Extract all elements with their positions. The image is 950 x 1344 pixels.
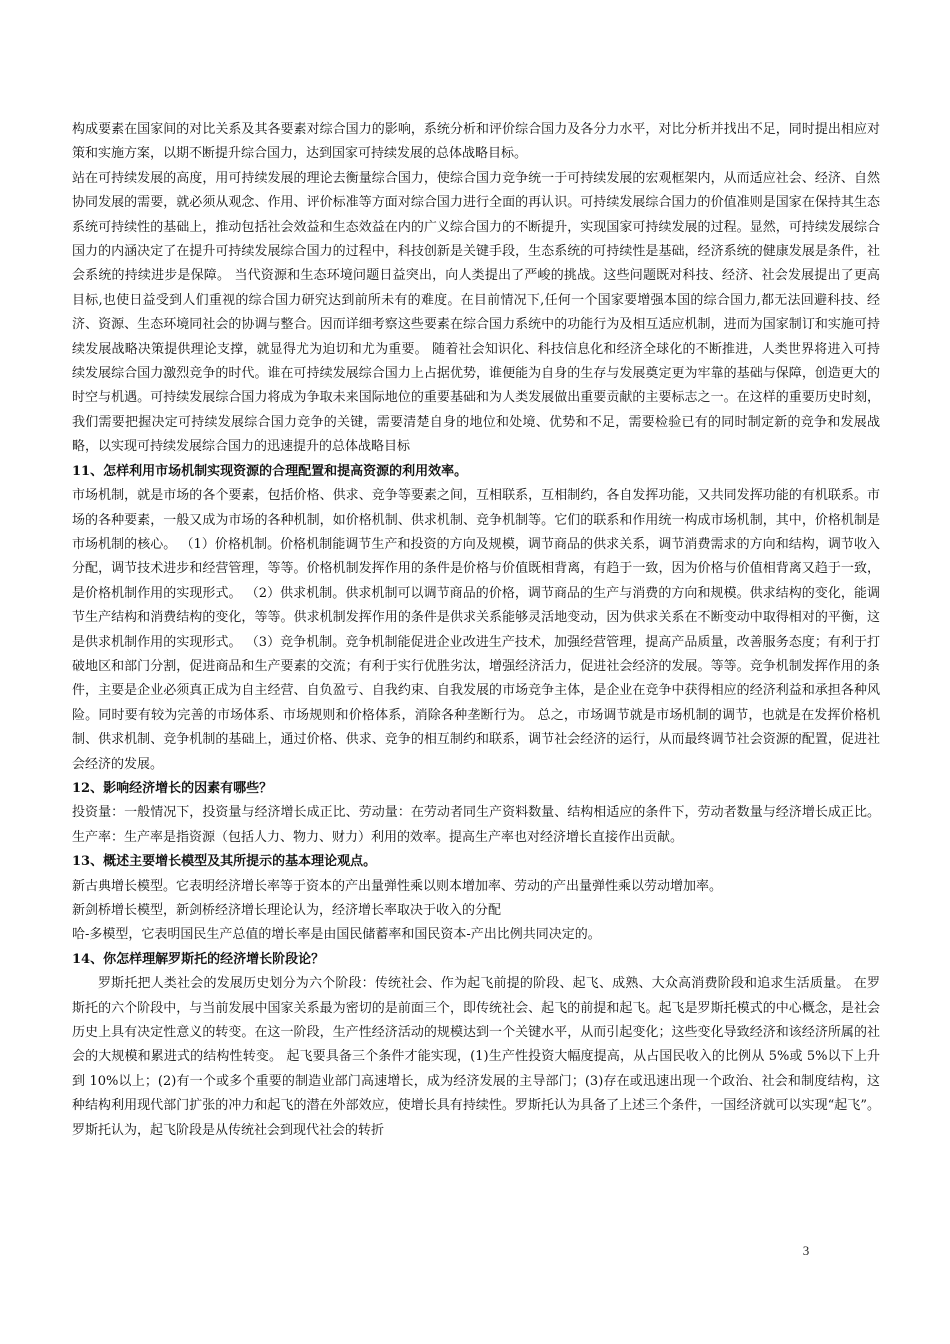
page-body <box>72 118 880 1143</box>
question-heading-11: 11、怎样利用市场机制实现资源的合理配置和提高资源的利用效率。 <box>72 463 468 479</box>
question-heading-12: 12、影响经济增长的因素有哪些？ <box>72 780 273 796</box>
question-heading-13: 13、概述主要增长模型及其所提示的基本理论观点。 <box>72 854 377 870</box>
paragraph-growth-factors: 投资量：一般情况下，投资量与经济增长成正比、劳动量：在劳动者同生产资料数量、结构相适应的条件下，劳动者数量与经济增长成正比。 生产率：生产率是指资源（包括人力、物力、财力）利用的效率。提高生产率也对经济增长直接作出贡献。 <box>72 805 880 845</box>
paragraph-neo-cambridge-model: 新剑桥增长模型，新剑桥经济增长理论认为，经济增长率取决于收入的分配 <box>72 903 502 918</box>
page-number: 3 <box>802 1243 810 1258</box>
paragraph-market-mechanism: 市场机制，就是市场的各个要素，包括价格、供求、竞争等要素之间，互相联系，互相制约，各自发挥功能，又共同发挥功能的有机联系。市场的各种要素，一般又成为市场的各种机制，如价格机制、供求机制、竞争机制等。它们的联系和作用统一构成市场机制，其中，价格机制是市场机制的核心。 （1）价格机制。价格机制能调节生产和投资的方向及规模，调节商品的供求关系，调节消费需求的方向和结构，调节收入分配，调节技术进步和经营管理，等等。价格机制发挥作用的条件是价格与价值既相背离，有趋于一致，因为价格与价值相背离又趋于一致，是价格机制作用的实现形式。 （2）供求机制。供求机制可以调节商品的价格，调节商品的生产与消费的方向和规模。供求结构的变化，能调节生产结构和消费结构的变化，等等。供求机制发挥作用的条件是供求关系能够灵活地变动，因为供求关系在不断变动中取得相对的平衡，这是供求机制作用的实现形式。 （3）竞争机制。竞争机制能促进企业改进生产技术，加强经营管理，提高产品质量，改善服务态度；有利于打破地区和部门分割，促进商品和生产要素的交流；有利于实行优胜劣汰，增强经济活力，促进社会经济的发展。等等。竞争机制发挥作用的条件，主要是企业必须真正成为自主经营、自负盈亏、自我约束、自我发展的市场竞争主体，是企业在竞争中获得相应的经济利益和承担各种风险。同时要有较为完善的市场体系、市场规则和价格体系，消除各种垄断行为。 总之，市场调节就是市场机制的调节，也就是在发挥价格机制、供求机制、竞争机制的基础上，通过价格、供求、竞争的相互制约和联系，调节社会经济的运行，从而最终调节社会资源的配置，促进社会经济的发展。 <box>72 488 880 772</box>
paragraph-harrod-domar-model: 哈-多模型，它表明国民生产总值的增长率是由国民储蓄率和国民资本-产出比例共同决定的。 <box>72 927 601 943</box>
paragraph-neoclassical-model: 新古典增长模型。它表明经济增长率等于资本的产出量弹性乘以则本增加率、劳动的产出量弹性乘以劳动增加率。 <box>72 878 723 894</box>
paragraph-rostow-stages: 罗斯托把人类社会的发展历史划分为六个阶段：传统社会、作为起飞前提的阶段、起飞、成熟、大众高消费阶段和追求生活质量。 在罗斯托的六个阶段中，与当前发展中国家关系最为密切的是前面三个，即传统社会、起飞的前提和起飞。起飞是罗斯托模式的中心概念，是社会历史上具有决定性意义的转变。在这一阶段，生产性经济活动的规模达到一个关键水平，从而引起变化；这些变化导致经济和该经济所属的社会的大规模和累进式的结构性转变。 起飞要具备三个条件才能实现，(1)生产性投资大幅度提高，从占国民收入的比例从 5%或 5%以下上升到 10%以上；(2)有一个或多个重要的制造业部门高速增长，成为经济发展的主导部门；(3)存在或迅速出现一个政治、社会和制度结构，这种结构利用现代部门扩张的冲力和起飞的潜在外部效应，使增长具有持续性。罗斯托认为具备了上述三个条件，一国经济就可以实现“起飞”。罗斯托认为，起飞阶段是从传统社会到现代社会的转折 <box>72 976 880 1138</box>
paragraph-sustainable-development: 站在可持续发展的高度，用可持续发展的理论去衡量综合国力，使综合国力竞争统一于可持续发展的宏观框架内，从而适应社会、经济、自然协同发展的需要，就必须从观念、作用、评价标准等方面对综合国力进行全面的再认识。可持续发展综合国力的价值准则是国家在保持其生态系统可持续性的基础上，推动包括社会效益和生态效益在内的广义综合国力的不断提升，实现国家可持续发展的过程。显然，可持续发展综合国力的内涵决定了在提升可持续发展综合国力的过程中，科技创新是关键手段，生态系统的可持续性是基础，经济系统的健康发展是条件，社会系统的持续进步是保障。 当代资源和生态环境问题日益突出，向人类提出了严峻的挑战。这些问题既对科技、经济、社会发展提出了更高目标,也使日益受到人们重视的综合国力研究达到前所未有的难度。在目前情况下,任何一个国家要增强本国的综合国力,都无法回避科技、经济、资源、生态环境同社会的协调与整合。因而详细考察这些要素在综合国力系统中的功能行为及相互适应机制，进而为国家制订和实施可持续发展战略决策提供理论支撑，就显得尤为迫切和尤为重要。 随着社会知识化、科技信息化和经济全球化的不断推进，人类世界将进入可持续发展综合国力激烈竞争的时代。谁在可持续发展综合国力上占据优势，谁便能为自身的生存与发展奠定更为牢靠的基础与保障，创造更大的时空与机遇。可持续发展综合国力将成为争取未来国际地位的重要基础和为人类发展做出重要贡献的主要标志之一。在这样的重要历史时刻，我们需要把握决定可持续发展综合国力竞争的关键，需要清楚自身的地位和处境、优势和不足，需要检验已有的同时制定新的竞争和发展战略，以实现可持续发展综合国力的迅速提升的总体战略目标 <box>72 170 880 455</box>
question-heading-14: 14、你怎样理解罗斯托的经济增长阶段论？ <box>72 951 325 967</box>
paragraph-national-power-intro: 构成要素在国家间的对比关系及其各要素对综合国力的影响，系统分析和评价综合国力及各分力水平，对比分析并找出不足，同时提出相应对策和实施方案，以期不断提升综合国力，达到国家可持续发展的总体战略目标。 <box>72 122 880 162</box>
